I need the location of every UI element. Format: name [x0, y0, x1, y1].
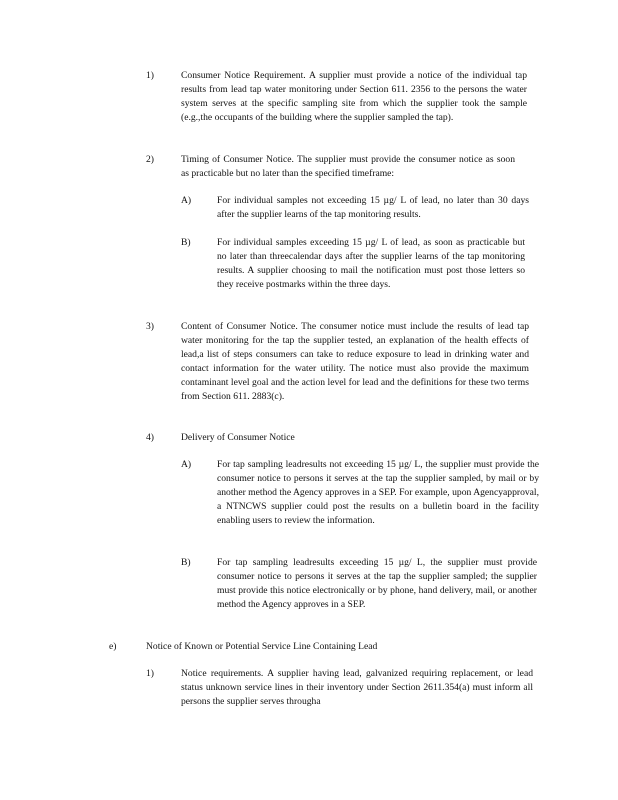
- item-label: B): [181, 557, 191, 568]
- item-text: For individual samples not exceeding 15 µg/ L of lead, no later than 30 days after the supplier learns of the tap monitoring results.: [217, 195, 529, 220]
- item-text: Notice of Known or Potential Service Line Containing Lead: [146, 641, 378, 652]
- item-text: For individual samples exceeding 15 µg/ L of lead, as soon as practicable but no later than threecalendar days after the supplier learns of the tap monitoring results. A supplier choosing to mail the notification must post those letters so they receive postmarks within the three days.: [217, 237, 525, 290]
- item-label: 2): [146, 154, 154, 165]
- item-label: 3): [146, 321, 154, 332]
- item-text: Content of Consumer Notice. The consumer notice must include the results of lead tap water monitoring for the tap the supplier tested, an explanation of the health effects of lead,a list of steps consumers can take to reduce exposure to lead in drinking water and contact information for the water utility. The notice must also provide the maximum contaminant level goal and the action level for lead and the definitions for these two terms from Section 611. 2883(c).: [181, 321, 529, 402]
- item-text: Consumer Notice Requirement. A supplier must provide a notice of the individual tap results from lead tap water monitoring under Section 611. 2356 to the persons the water system serves at the specific sampling site from which the supplier took the sample (e.g.,the occupants of the building where the supplier sampled the tap).: [181, 70, 527, 123]
- item-text: Notice requirements. A supplier having lead, galvanized requiring replacement, or lead status unknown service lines in their inventory under Section 2611.354(a) must inform all persons the supplier serves througha: [181, 668, 533, 707]
- item-label: e): [109, 641, 117, 652]
- item-label: A): [181, 459, 192, 470]
- item-label: 4): [146, 432, 154, 443]
- item-label: 1): [146, 70, 154, 81]
- item-text: For tap sampling leadresults not exceeding 15 µg/ L, the supplier must provide the consumer notice to persons it serves at the tap the supplier sampled, by mail or by another method the Agency approves in a SEP. For example, upon Agencyapproval, a NTNCWS supplier could post the results on a bulletin board in the facility enabling users to review the information.: [217, 459, 539, 526]
- item-label: B): [181, 237, 191, 248]
- item-text: Delivery of Consumer Notice: [181, 432, 295, 443]
- item-text: Timing of Consumer Notice. The supplier must provide the consumer notice as soon as practicable but no later than the specified timeframe:: [181, 154, 515, 179]
- item-text: For tap sampling leadresults exceeding 15 µg/ L, the supplier must provide consumer notice to persons it serves at the tap the supplier sampled; the supplier must provide this notice electronically or by phone, hand delivery, mail, or another method the Agency approves in a SEP.: [217, 557, 537, 610]
- item-label: A): [181, 195, 192, 206]
- item-label: 1): [146, 668, 154, 679]
